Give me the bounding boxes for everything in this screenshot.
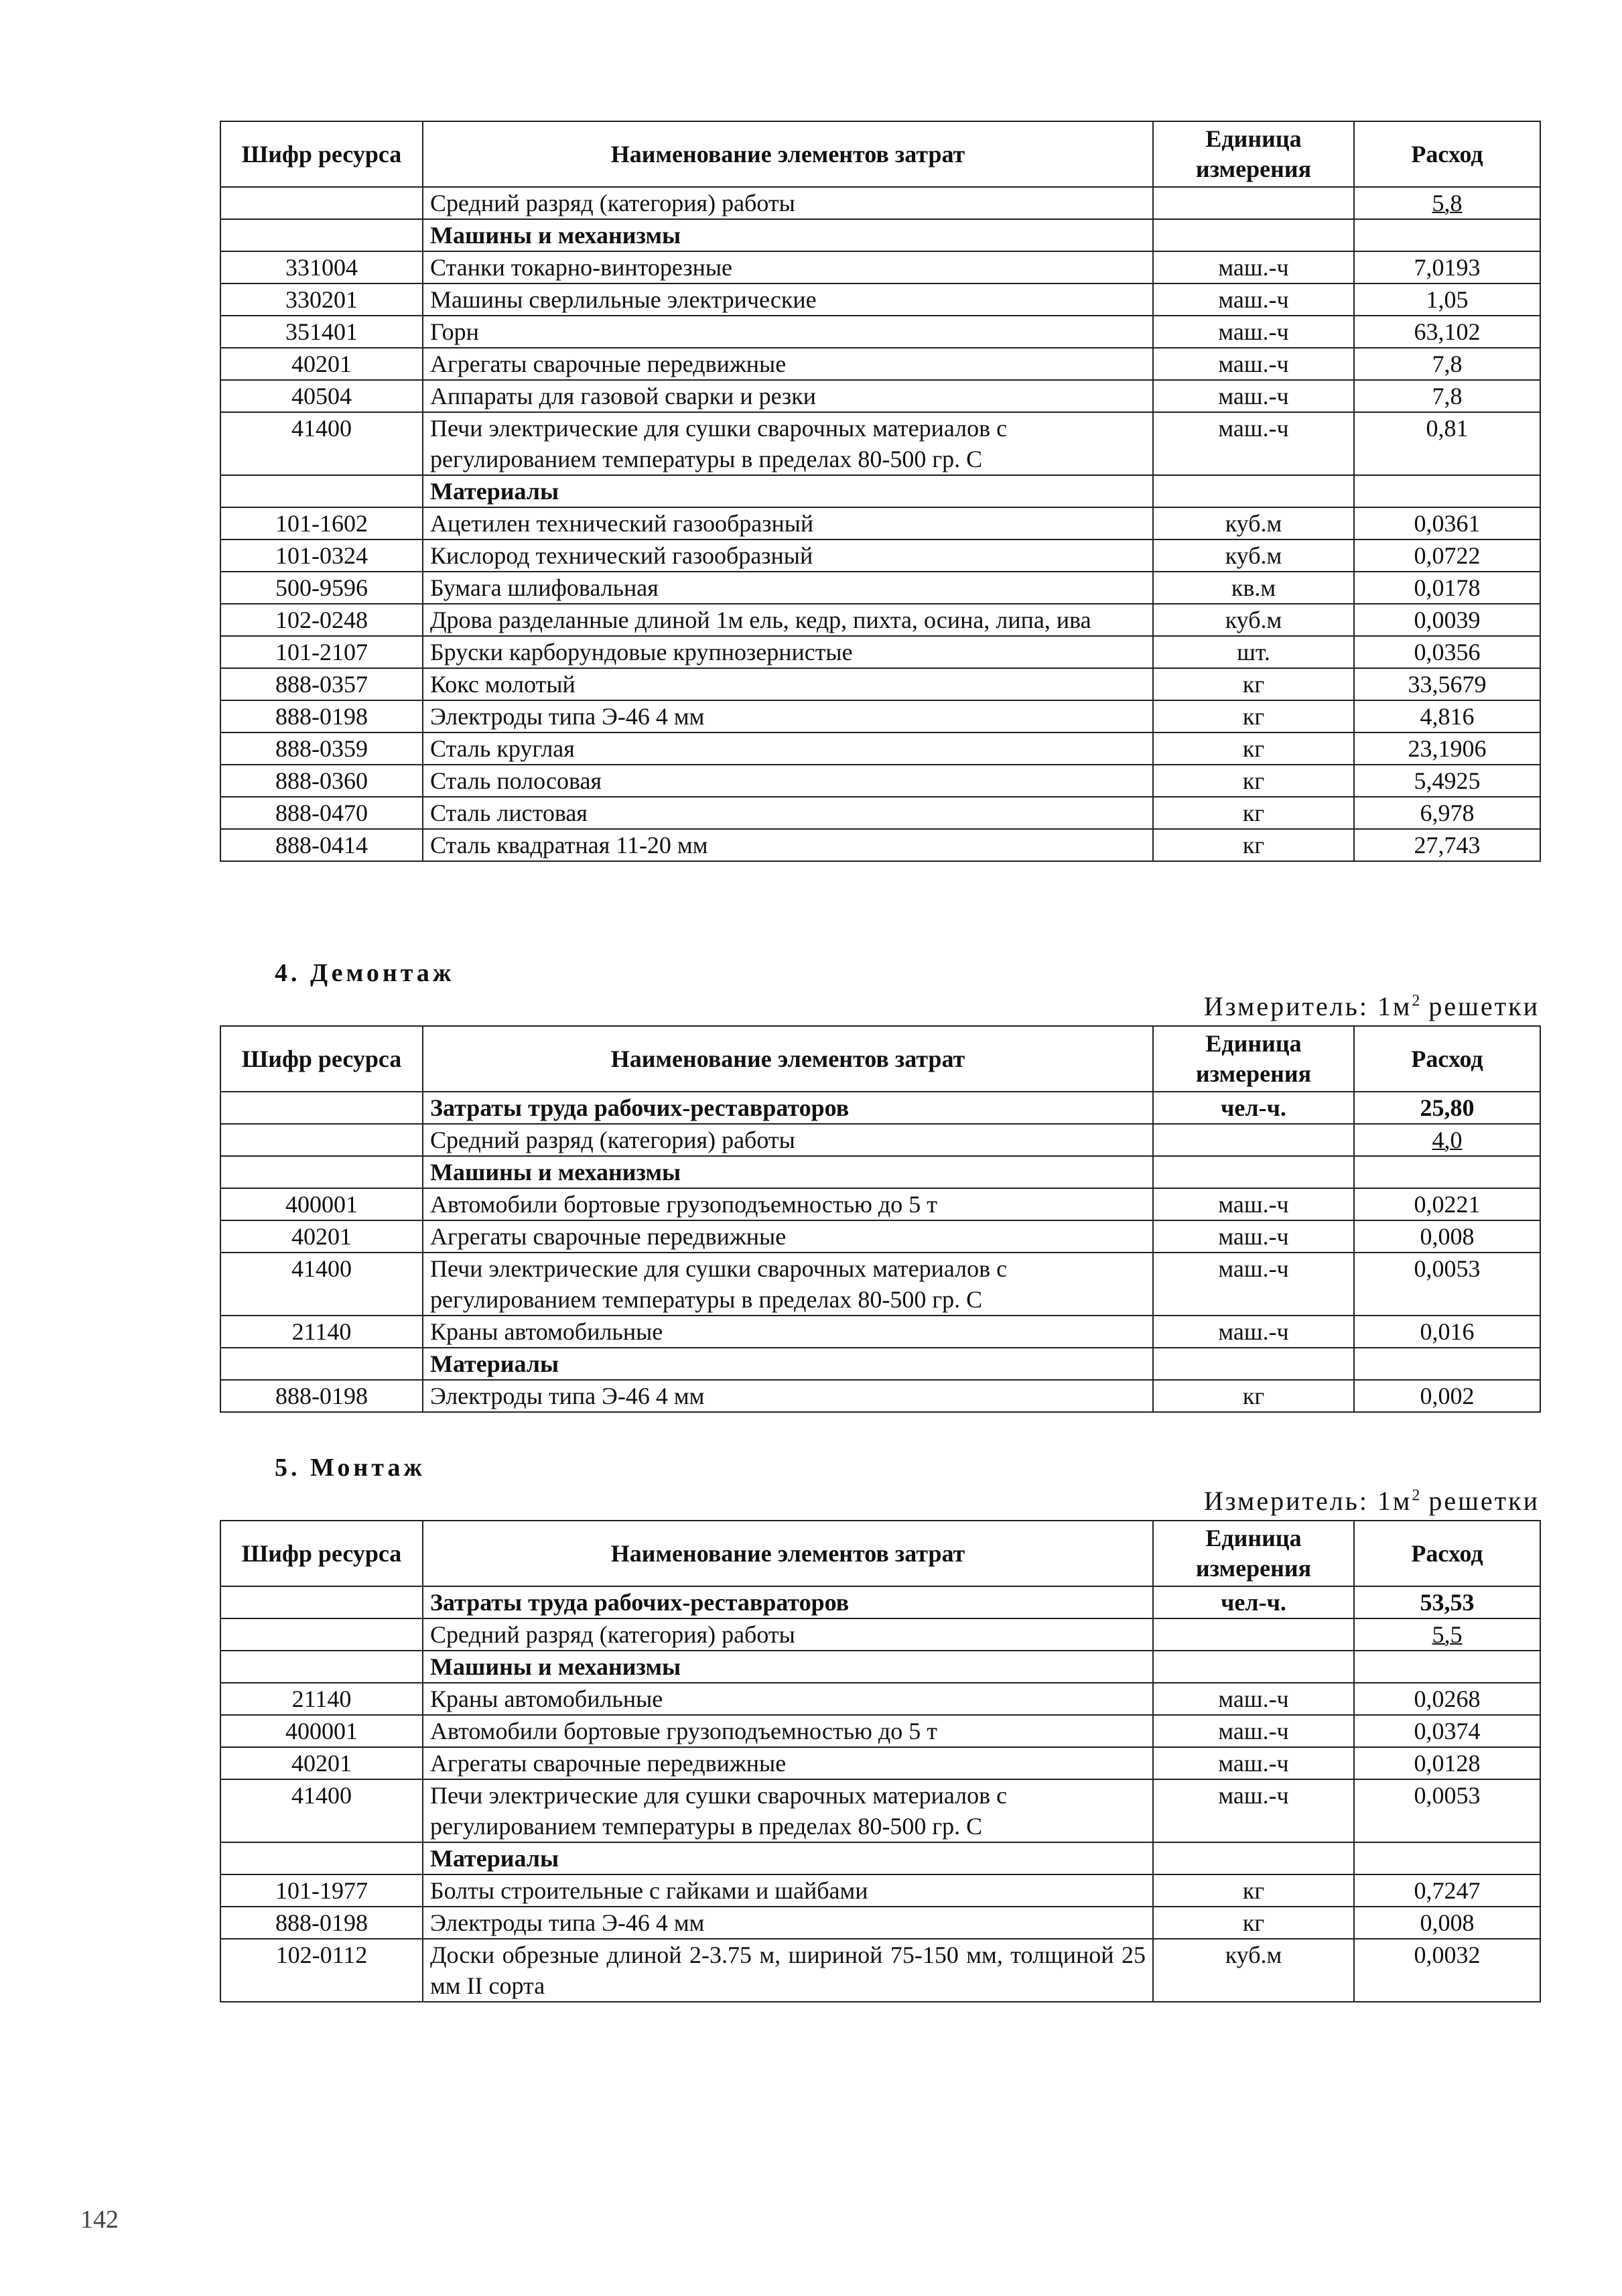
cell-value: 33,5679 [1354,668,1540,700]
cell-value: 0,0128 [1354,1747,1540,1779]
header-unit: Единица измерения [1153,1521,1354,1586]
cell-code [220,1842,423,1874]
cell-code: 351401 [220,316,423,348]
cell-unit: куб.м [1153,1939,1354,2002]
section-4-meter: Измеритель: $1м^2$ решетки [1203,991,1540,1021]
cell-unit: кг [1153,1874,1354,1907]
cell-unit [1153,1156,1354,1188]
cell-value: 0,81 [1354,412,1540,475]
cell-unit: маш.-ч [1153,1683,1354,1715]
cell-value: 0,0374 [1354,1715,1540,1747]
cell-value: 53,53 [1354,1586,1540,1618]
cell-value: 0,0361 [1354,507,1540,539]
cell-name: Затраты труда рабочих-реставраторов [423,1586,1153,1618]
cell-name: Автомобили бортовые грузоподъемностью до 5 т [423,1188,1153,1220]
table-row [220,412,1540,475]
table-row [220,1907,1540,1939]
cell-name: Электроды типа Э-46 4 мм [423,700,1153,732]
cell-code: 40201 [220,1220,423,1253]
cell-name: Электроды типа Э-46 4 мм [423,1907,1153,1939]
cell-name: Машины сверлильные электрические [423,283,1153,316]
cell-unit: маш.-ч [1153,1188,1354,1220]
cell-name: Средний разряд (категория) работы [423,187,1153,219]
table-row [220,1253,1540,1316]
table-row [220,572,1540,604]
cell-value: 25,80 [1354,1092,1540,1124]
cell-value: 0,0178 [1354,572,1540,604]
table-row [220,1747,1540,1779]
header-code: Шифр ресурса [220,1521,423,1586]
cell-subheading: Материалы [423,1842,1153,1874]
cell-code: 102-0112 [220,1939,423,2002]
cell-value: 0,0053 [1354,1253,1540,1316]
table-row [220,219,1540,251]
table-row [220,1092,1540,1124]
table-row [220,1156,1540,1188]
header-code: Шифр ресурса [220,121,423,187]
cell-value [1354,219,1540,251]
table-row [220,668,1540,700]
cell-name: Сталь квадратная 11-20 мм [423,829,1153,861]
cell-unit: куб.м [1153,539,1354,572]
cell-subheading: Машины и механизмы [423,1651,1153,1683]
table-row [220,700,1540,732]
table-row [220,187,1540,219]
table-row [220,1124,1540,1156]
cell-unit: шт. [1153,636,1354,668]
cell-value: 1,05 [1354,283,1540,316]
cell-code: 41400 [220,412,423,475]
cell-code [220,219,423,251]
table-row [220,732,1540,765]
cell-unit [1153,1618,1354,1651]
header-name: Наименование элементов затрат [423,1521,1153,1586]
table-row [220,1842,1540,1874]
cell-name: Средний разряд (категория) работы [423,1618,1153,1651]
cell-code: 400001 [220,1715,423,1747]
cell-unit: кг [1153,765,1354,797]
cell-name: Затраты труда рабочих-реставраторов [423,1092,1153,1124]
cell-value: 5,8 [1354,187,1540,219]
cell-name: Дрова разделанные длиной 1м ель, кедр, пихта, осина, липа, ива [423,604,1153,636]
cell-unit: маш.-ч [1153,251,1354,283]
cell-name: Печи электрические для сушки сварочных материалов с регулированием температуры в пределах 80-500 гр. С [423,1779,1153,1842]
cell-code [220,1092,423,1124]
table-row [220,283,1540,316]
cell-name: Болты строительные с гайками и шайбами [423,1874,1153,1907]
section-4-title: 4. Демонтаж [275,959,455,987]
table-row [220,765,1540,797]
cell-value: 7,0193 [1354,251,1540,283]
cell-name: Краны автомобильные [423,1316,1153,1348]
cell-name: Агрегаты сварочные передвижные [423,348,1153,380]
cell-code: 41400 [220,1253,423,1316]
cell-name: Аппараты для газовой сварки и резки [423,380,1153,412]
cell-unit [1153,1651,1354,1683]
cell-name: Сталь полосовая [423,765,1153,797]
table-row [220,475,1540,507]
cell-code [220,1156,423,1188]
cell-name: Бруски карборундовые крупнозернистые [423,636,1153,668]
cell-code [220,187,423,219]
header-code: Шифр ресурса [220,1026,423,1092]
cell-code: 21140 [220,1683,423,1715]
cell-value [1354,1842,1540,1874]
header-name: Наименование элементов затрат [423,1026,1153,1092]
cell-unit: маш.-ч [1153,1779,1354,1842]
cell-unit: кв.м [1153,572,1354,604]
resource-table-montazh [220,1520,1541,2002]
cell-unit [1153,187,1354,219]
cell-name: Доски обрезные длиной 2-3.75 м, шириной 75-150 мм, толщиной 25 мм II сорта [423,1939,1153,2002]
table-row [220,1348,1540,1380]
cell-name: Автомобили бортовые грузоподъемностью до 5 т [423,1715,1153,1747]
cell-unit [1153,1842,1354,1874]
cell-code: 400001 [220,1188,423,1220]
cell-code: 40201 [220,1747,423,1779]
cell-subheading: Машины и механизмы [423,1156,1153,1188]
table-row [220,1380,1540,1412]
cell-code: 41400 [220,1779,423,1842]
cell-unit: кг [1153,700,1354,732]
cell-unit: маш.-ч [1153,283,1354,316]
cell-unit [1153,1348,1354,1380]
cell-unit: кг [1153,1380,1354,1412]
table-row [220,1220,1540,1253]
cell-name: Краны автомобильные [423,1683,1153,1715]
cell-name: Агрегаты сварочные передвижные [423,1747,1153,1779]
cell-code: 101-1602 [220,507,423,539]
cell-unit [1153,475,1354,507]
cell-name: Бумага шлифовальная [423,572,1153,604]
cell-unit: маш.-ч [1153,1715,1354,1747]
cell-value [1354,475,1540,507]
header-unit: Единица измерения [1153,1026,1354,1092]
cell-code: 40201 [220,348,423,380]
cell-name: Агрегаты сварочные передвижные [423,1220,1153,1253]
cell-code: 102-0248 [220,604,423,636]
cell-subheading: Материалы [423,1348,1153,1380]
cell-unit: кг [1153,732,1354,765]
cell-code: 888-0360 [220,765,423,797]
cell-code: 331004 [220,251,423,283]
cell-value: 7,8 [1354,380,1540,412]
table-row [220,1683,1540,1715]
cell-unit: куб.м [1153,507,1354,539]
cell-value: 4,0 [1354,1124,1540,1156]
cell-value: 0,008 [1354,1907,1540,1939]
cell-subheading: Материалы [423,475,1153,507]
cell-value [1354,1651,1540,1683]
cell-value: 0,0053 [1354,1779,1540,1842]
cell-name: Ацетилен технический газообразный [423,507,1153,539]
cell-value: 0,7247 [1354,1874,1540,1907]
table-row [220,1618,1540,1651]
cell-unit: кг [1153,797,1354,829]
cell-value: 0,0032 [1354,1939,1540,2002]
cell-code [220,1651,423,1683]
cell-value: 23,1906 [1354,732,1540,765]
header-amount: Расход [1354,121,1540,187]
cell-unit: кг [1153,829,1354,861]
table-row [220,316,1540,348]
cell-unit: кг [1153,1907,1354,1939]
cell-code: 888-0414 [220,829,423,861]
cell-value: 0,016 [1354,1316,1540,1348]
cell-unit [1153,219,1354,251]
table-row [220,348,1540,380]
cell-code: 888-0470 [220,797,423,829]
header-name: Наименование элементов затрат [423,121,1153,187]
cell-code: 888-0357 [220,668,423,700]
cell-value: 27,743 [1354,829,1540,861]
cell-name: Электроды типа Э-46 4 мм [423,1380,1153,1412]
cell-unit: маш.-ч [1153,380,1354,412]
table-row [220,507,1540,539]
section-5-title: 5. Монтаж [275,1454,425,1482]
header-unit: Единица измерения [1153,121,1354,187]
section-5-meter: Измеритель: $1м^2$ решетки [1203,1486,1540,1516]
cell-unit: чел-ч. [1153,1586,1354,1618]
cell-unit: маш.-ч [1153,316,1354,348]
cell-code [220,1586,423,1618]
cell-code: 888-0198 [220,1380,423,1412]
table-row [220,1586,1540,1618]
cell-unit: маш.-ч [1153,348,1354,380]
cell-value: 4,816 [1354,700,1540,732]
cell-value: 0,0039 [1354,604,1540,636]
cell-value: 0,0722 [1354,539,1540,572]
cell-code [220,1124,423,1156]
cell-code: 888-0359 [220,732,423,765]
cell-unit: маш.-ч [1153,412,1354,475]
cell-name: Сталь листовая [423,797,1153,829]
cell-code: 101-1977 [220,1874,423,1907]
cell-value [1354,1348,1540,1380]
cell-name: Кислород технический газообразный [423,539,1153,572]
table-row [220,604,1540,636]
cell-value: 6,978 [1354,797,1540,829]
cell-name: Горн [423,316,1153,348]
table-row [220,1874,1540,1907]
cell-value: 5,4925 [1354,765,1540,797]
cell-unit: чел-ч. [1153,1092,1354,1124]
table-row [220,797,1540,829]
table-row [220,251,1540,283]
cell-value: 0,0356 [1354,636,1540,668]
cell-value: 7,8 [1354,348,1540,380]
table-row [220,380,1540,412]
resource-table-demontazh [220,1025,1541,1413]
cell-name: Сталь круглая [423,732,1153,765]
cell-code: 330201 [220,283,423,316]
table-row [220,829,1540,861]
table-row [220,1779,1540,1842]
cell-name: Станки токарно-винторезные [423,251,1153,283]
cell-code: 21140 [220,1316,423,1348]
cell-unit: маш.-ч [1153,1747,1354,1779]
header-amount: Расход [1354,1026,1540,1092]
resource-table-1 [220,121,1541,862]
cell-code: 101-2107 [220,636,423,668]
table-row [220,539,1540,572]
table-row [220,1715,1540,1747]
cell-code [220,1618,423,1651]
header-amount: Расход [1354,1521,1540,1586]
table-row [220,1939,1540,2002]
cell-value: 0,008 [1354,1220,1540,1253]
cell-code: 500-9596 [220,572,423,604]
cell-name: Кокс молотый [423,668,1153,700]
table-row [220,1316,1540,1348]
cell-unit [1153,1124,1354,1156]
cell-value: 0,0268 [1354,1683,1540,1715]
table-row [220,1651,1540,1683]
cell-value: 63,102 [1354,316,1540,348]
cell-name: Печи электрические для сушки сварочных материалов с регулированием температуры в пределах 80-500 гр. С [423,412,1153,475]
cell-value: 0,0221 [1354,1188,1540,1220]
cell-unit: кг [1153,668,1354,700]
cell-value: 5,5 [1354,1618,1540,1651]
cell-unit: куб.м [1153,604,1354,636]
cell-code [220,475,423,507]
cell-code: 888-0198 [220,700,423,732]
cell-value [1354,1156,1540,1188]
table-row [220,636,1540,668]
cell-unit: маш.-ч [1153,1220,1354,1253]
cell-code: 40504 [220,380,423,412]
cell-unit: маш.-ч [1153,1316,1354,1348]
cell-value: 0,002 [1354,1380,1540,1412]
cell-code: 888-0198 [220,1907,423,1939]
cell-code: 101-0324 [220,539,423,572]
cell-name: Печи электрические для сушки сварочных материалов с регулированием температуры в пределах 80-500 гр. С [423,1253,1153,1316]
cell-name: Средний разряд (категория) работы [423,1124,1153,1156]
cell-subheading: Машины и механизмы [423,219,1153,251]
cell-unit: маш.-ч [1153,1253,1354,1316]
cell-code [220,1348,423,1380]
table-row [220,1188,1540,1220]
page-number: 142 [80,2206,119,2234]
